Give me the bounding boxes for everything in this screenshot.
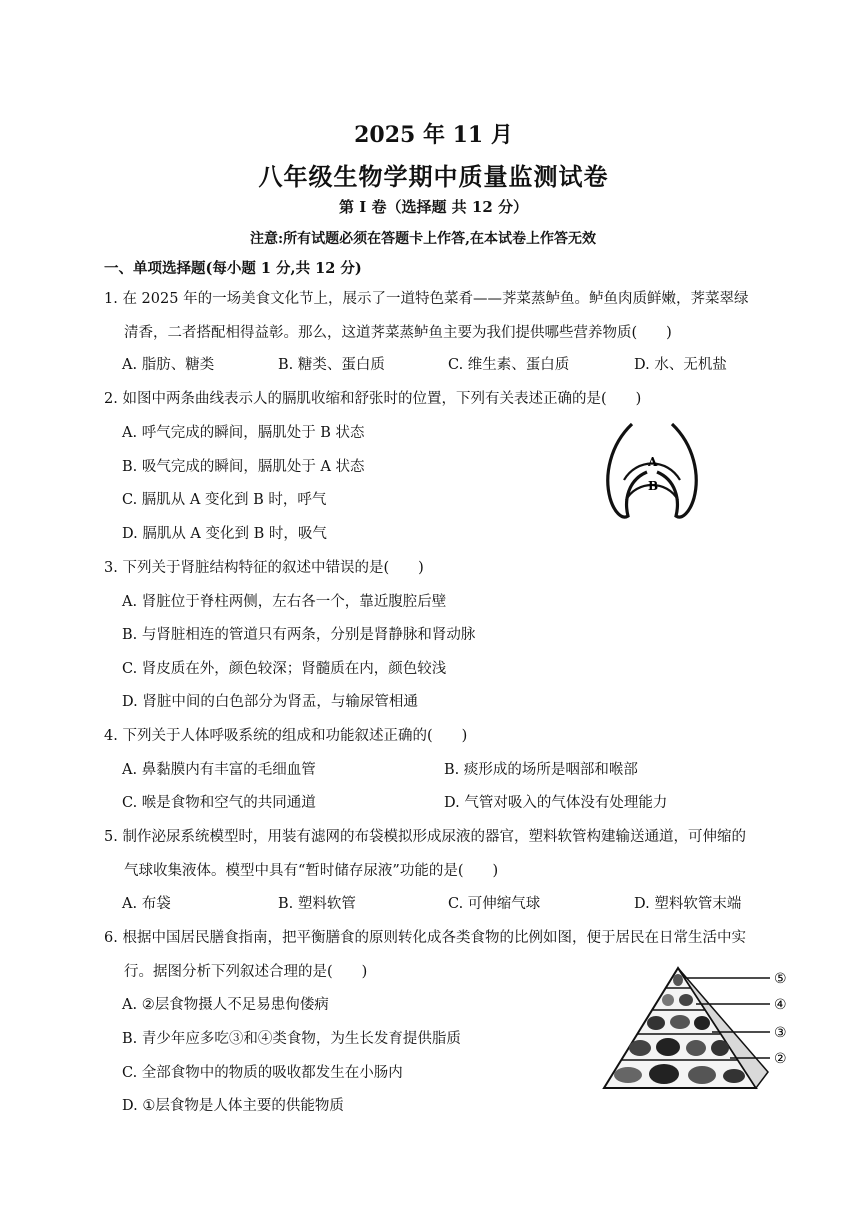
question-4-option-a: A. 鼻黏膜内有丰富的毛细血管 — [122, 762, 316, 778]
question-3-option-d: D. 肾脏中间的白色部分为肾盂，与输尿管相通 — [122, 694, 418, 710]
section-title: 一、单项选择题(每小题 1 分,共 12 分) — [104, 260, 362, 277]
question-2-option-c: C. 膈肌从 A 变化到 B 时，呼气 — [122, 492, 327, 508]
question-6-stem-line-2: 行。据图分析下列叙述合理的是( ) — [124, 964, 368, 980]
question-6-option-c: C. 全部食物中的物质的吸收都发生在小肠内 — [122, 1065, 403, 1081]
pyramid-label-4: ④ — [774, 997, 787, 1013]
question-2-option-a: A. 呼气完成的瞬间，膈肌处于 B 状态 — [122, 425, 365, 441]
question-6-option-b: B. 青少年应多吃③和④类食物，为生长发育提供脂质 — [122, 1031, 461, 1047]
pyramid-label-3: ③ — [774, 1025, 787, 1041]
food-vegetable-icon — [629, 1040, 651, 1056]
food-pyramid-figure — [598, 960, 820, 1100]
question-2-stem: 2. 如图中两条曲线表示人的膈肌收缩和舒张时的位置，下列有关表述正确的是( ) — [104, 391, 642, 407]
food-meat-icon — [647, 1016, 665, 1030]
question-2-option-d: D. 膈肌从 A 变化到 B 时，吸气 — [122, 526, 327, 542]
question-1-stem-line-1: 1. 在 2025 年的一场美食文化节上，展示了一道特色菜肴——荠菜蒸鲈鱼。鲈鱼肉质鲜嫩，荠菜翠绿 — [104, 291, 749, 307]
question-3-stem: 3. 下列关于肾脏结构特征的叙述中错误的是( ) — [104, 560, 424, 576]
diaphragm-figure — [602, 420, 702, 525]
question-5-option-a: A. 布袋 — [122, 896, 171, 912]
question-5-stem-line-2: 气球收集液体。模型中具有“暂时储存尿液”功能的是( ) — [124, 863, 499, 879]
diaphragm-label-b: B — [648, 479, 659, 493]
pyramid-label-5: ⑤ — [774, 971, 787, 987]
question-3-option-c: C. 肾皮质在外，颜色较深；肾髓质在内，颜色较浅 — [122, 661, 447, 677]
pyramid-label-2: ② — [774, 1051, 787, 1067]
question-6-option-d: D. ①层食物是人体主要的供能物质 — [122, 1098, 344, 1114]
question-6-stem-line-1: 6. 根据中国居民膳食指南，把平衡膳食的原则转化成各类食物的比例如图，便于居民在日常生活中实 — [104, 930, 746, 946]
diaphragm-label-a: A — [648, 455, 658, 469]
question-3-option-b: B. 与肾脏相连的管道只有两条，分别是肾静脉和肾动脉 — [122, 627, 476, 643]
food-fish-icon — [670, 1015, 690, 1029]
notice-text: 注意:所有试题必须在答题卡上作答,在本试卷上作答无效 — [250, 231, 597, 247]
food-egg-icon — [694, 1016, 710, 1030]
question-5-option-b: B. 塑料软管 — [278, 896, 356, 912]
food-corn-icon — [723, 1069, 745, 1083]
question-5-stem-line-1: 5. 制作泌尿系统模型时，用装有滤网的布袋模拟形成尿液的器官，塑料软管构建输送通道，可伸缩的 — [104, 829, 746, 845]
question-4-option-c: C. 喉是食物和空气的共同通道 — [122, 795, 316, 811]
lung-left-outline — [608, 424, 647, 517]
question-1-option-d: D. 水、无机盐 — [634, 357, 727, 373]
question-4-stem: 4. 下列关于人体呼吸系统的组成和功能叙述正确的( ) — [104, 728, 468, 744]
food-fruit-icon — [656, 1038, 680, 1056]
question-5-option-d: D. 塑料软管末端 — [634, 896, 742, 912]
exam-date: 2025 年 11 月 — [354, 122, 513, 148]
question-1-option-c: C. 维生素、蛋白质 — [448, 357, 570, 373]
food-grape-icon — [686, 1040, 706, 1056]
question-5-option-c: C. 可伸缩气球 — [448, 896, 541, 912]
question-1-option-a: A. 脂肪、糖类 — [122, 357, 215, 373]
exam-title: 八年级生物学期中质量监测试卷 — [258, 162, 609, 191]
question-4-option-d: D. 气管对吸入的气体没有处理能力 — [444, 795, 668, 811]
question-4-option-b: B. 痰形成的场所是咽部和喉部 — [444, 762, 638, 778]
question-1-stem-line-2: 清香，二者搭配相得益彰。那么，这道荠菜蒸鲈鱼主要为我们提供哪些营养物质( ) — [124, 325, 672, 341]
food-oil-icon — [673, 974, 683, 986]
food-bread-icon — [614, 1067, 642, 1083]
question-3-option-a: A. 肾脏位于脊柱两侧，左右各一个，靠近腹腔后壁 — [122, 594, 447, 610]
question-2-option-b: B. 吸气完成的瞬间，膈肌处于 A 状态 — [122, 459, 365, 475]
part-heading: 第 Ⅰ 卷（选择题 共 12 分） — [338, 198, 528, 216]
food-bean-icon — [679, 994, 693, 1006]
question-1-option-b: B. 糖类、蛋白质 — [278, 357, 385, 373]
lung-right-outline — [657, 424, 696, 517]
food-milk-icon — [662, 994, 674, 1006]
food-apple-icon — [711, 1040, 729, 1056]
food-potato-icon — [688, 1066, 716, 1084]
question-6-option-a: A. ②层食物摄人不足易患佝偻病 — [122, 997, 329, 1013]
food-rice-icon — [649, 1064, 679, 1084]
